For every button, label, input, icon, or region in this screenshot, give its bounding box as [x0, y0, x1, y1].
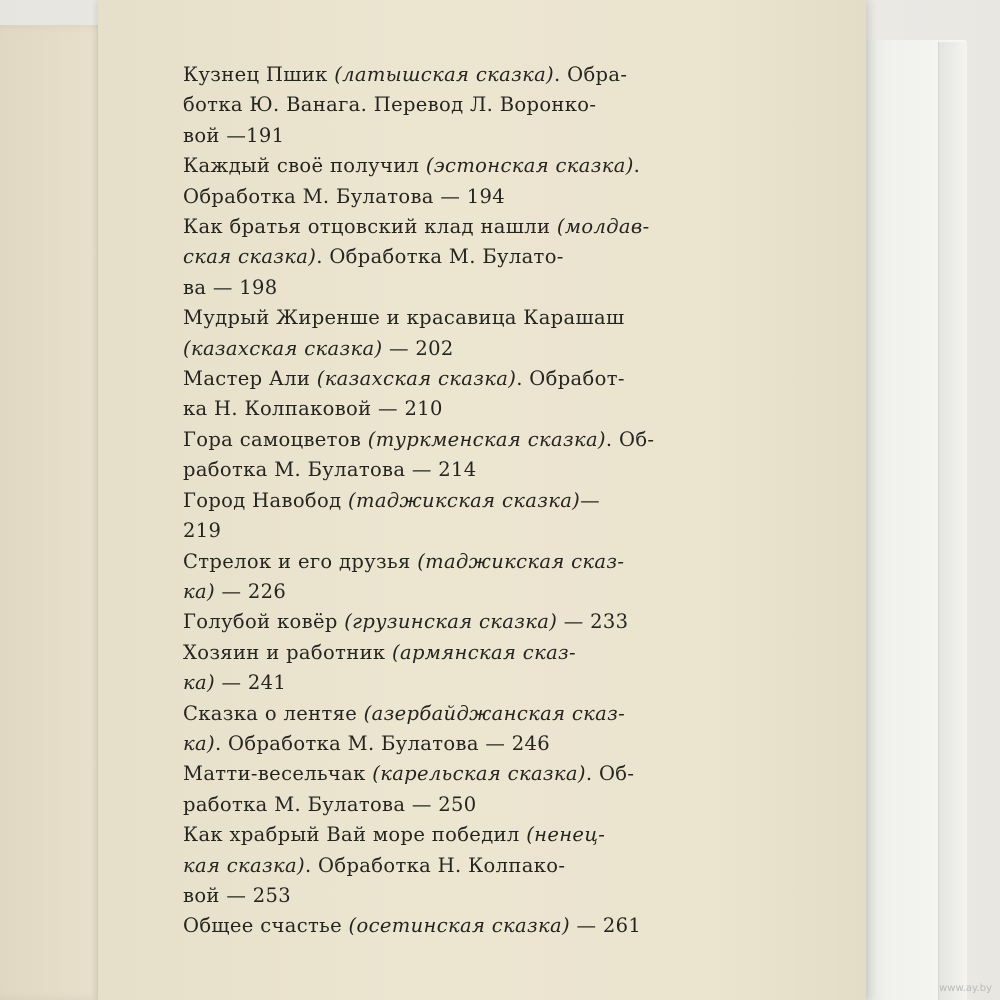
toc-subtitle-italic: (армянская сказ-: [392, 640, 576, 664]
toc-text: Матти-весельчак: [183, 762, 373, 786]
toc-subtitle-italic: ка): [183, 731, 215, 755]
toc-subtitle-italic: (карельская сказка): [372, 762, 586, 786]
toc-text: Каждый своё получил: [183, 154, 426, 178]
toc-text: — 261: [569, 914, 642, 938]
toc-text: . Об-: [605, 427, 655, 451]
toc-text: Как храбрый Вай море победил: [183, 823, 527, 847]
toc-subtitle-italic: (латышская сказка): [334, 63, 555, 86]
toc-entry-line: [183, 820, 653, 850]
toc-text: Мудрый Жиренше и красавица Карашаш: [183, 306, 625, 330]
toc-text: вой —191: [183, 123, 285, 147]
toc-text: Хозяин и работник: [183, 640, 393, 664]
toc-text: . Обработ-: [516, 367, 625, 391]
toc-entry-line: [183, 425, 653, 455]
toc-subtitle-italic: (казахская сказка): [316, 367, 517, 391]
toc-entry-line: [183, 60, 653, 90]
toc-text: Стрелок и его друзья: [183, 549, 418, 573]
toc-entry: [183, 212, 653, 303]
toc-entry: [183, 638, 653, 699]
toc-entry-line: [183, 759, 653, 789]
toc-entry: [183, 820, 653, 911]
toc-entry-line: [183, 486, 653, 516]
toc-entry-line: [183, 394, 653, 424]
toc-subtitle-italic: (азербайджанская сказ-: [363, 701, 626, 725]
toc-entry-line: [183, 455, 653, 485]
toc-entry-line: [183, 729, 653, 759]
toc-subtitle-italic: (эстонская сказка): [425, 154, 634, 178]
toc-text: . Обработка Н. Колпако-: [304, 853, 566, 877]
toc-text: —: [580, 488, 600, 512]
toc-entry-line: [183, 334, 653, 364]
toc-entry-line: [183, 121, 653, 151]
toc-entry-line: [183, 364, 653, 394]
toc-entry-line: [183, 182, 653, 212]
toc-text: . Обра-: [554, 63, 628, 86]
toc-entry-line: [183, 668, 653, 698]
toc-entry: [183, 486, 653, 547]
toc-entry-line: [183, 303, 653, 333]
toc-text: . Об-: [585, 762, 635, 786]
toc-text: Обработка М. Булатова — 194: [183, 184, 505, 208]
toc-subtitle-italic: (туркменская сказка): [367, 427, 606, 451]
toc-entry: [183, 699, 653, 760]
toc-entry-line: [183, 638, 653, 668]
toc-subtitle-italic: ка): [183, 579, 215, 603]
toc-entry-line: [183, 212, 653, 242]
toc-subtitle-italic: (молдав-: [556, 215, 650, 239]
toc-text: ботка Ю. Ванага. Перевод Л. Воронко-: [183, 93, 597, 117]
toc-entry-line: [183, 151, 653, 181]
toc-text: .: [633, 154, 641, 178]
toc-entry-line: [183, 242, 653, 272]
toc-entry-line: [183, 881, 653, 911]
toc-entry: [183, 364, 653, 425]
toc-subtitle-italic: кая сказка): [183, 853, 305, 877]
toc-entry-line: [183, 577, 653, 607]
toc-subtitle-italic: (грузинская сказка): [344, 610, 558, 634]
toc-text: — 233: [557, 610, 629, 634]
toc-text: — 241: [214, 671, 287, 695]
toc-subtitle-italic: (таджикская сказка): [348, 488, 581, 512]
toc-text: Общее счастье: [183, 914, 349, 938]
toc-subtitle-italic: (таджикская сказ-: [417, 549, 625, 573]
table-of-contents: [183, 60, 653, 942]
toc-entry-line: [183, 516, 653, 546]
toc-entry: [183, 547, 653, 608]
toc-entry-line: [183, 273, 653, 303]
toc-entry-line: [183, 790, 653, 820]
toc-text: Как братья отцовский клад нашли: [183, 215, 557, 239]
toc-subtitle-italic: (ненец-: [526, 823, 606, 847]
toc-entry-line: [183, 607, 653, 637]
toc-text: вой — 253: [183, 883, 291, 907]
toc-entry: [183, 151, 653, 212]
toc-entry: [183, 60, 653, 151]
toc-text: . Обработка М. Булатова — 246: [214, 731, 551, 755]
toc-text: — 202: [382, 336, 454, 360]
toc-text: работка М. Булатова — 250: [183, 792, 477, 816]
toc-entry-line: [183, 547, 653, 577]
toc-entry-line: [183, 90, 653, 120]
toc-text: Гора самоцветов: [183, 427, 368, 451]
toc-text: ка Н. Колпаковой — 210: [183, 397, 443, 421]
toc-entry-line: [183, 699, 653, 729]
toc-text: Город Навобод: [183, 488, 349, 512]
toc-text: Голубой ковёр: [183, 610, 345, 634]
toc-text: 219: [183, 519, 222, 543]
toc-text: — 226: [214, 579, 287, 603]
toc-subtitle-italic: ская сказка): [183, 245, 317, 269]
toc-subtitle-italic: (осетинская сказка): [348, 914, 570, 938]
toc-entry: [183, 303, 653, 364]
toc-entry: [183, 425, 653, 486]
toc-subtitle-italic: (казахская сказка): [183, 336, 383, 360]
toc-text: Кузнец Пшик: [183, 63, 335, 86]
toc-entry: [183, 607, 653, 637]
toc-entry: [183, 759, 653, 820]
toc-text: Сказка о лентяе: [183, 701, 364, 725]
toc-text: ва — 198: [183, 275, 278, 299]
toc-subtitle-italic: ка): [183, 671, 215, 695]
watermark: www.ay.by: [939, 983, 992, 994]
toc-entry-line: [183, 851, 653, 881]
toc-entry: [183, 911, 653, 941]
toc-text: Мастер Али: [183, 367, 317, 391]
book-cover-edge: [938, 42, 967, 1000]
toc-text: работка М. Булатова — 214: [183, 458, 477, 482]
toc-text: . Обработка М. Булато-: [316, 245, 564, 269]
toc-entry-line: [183, 911, 653, 941]
